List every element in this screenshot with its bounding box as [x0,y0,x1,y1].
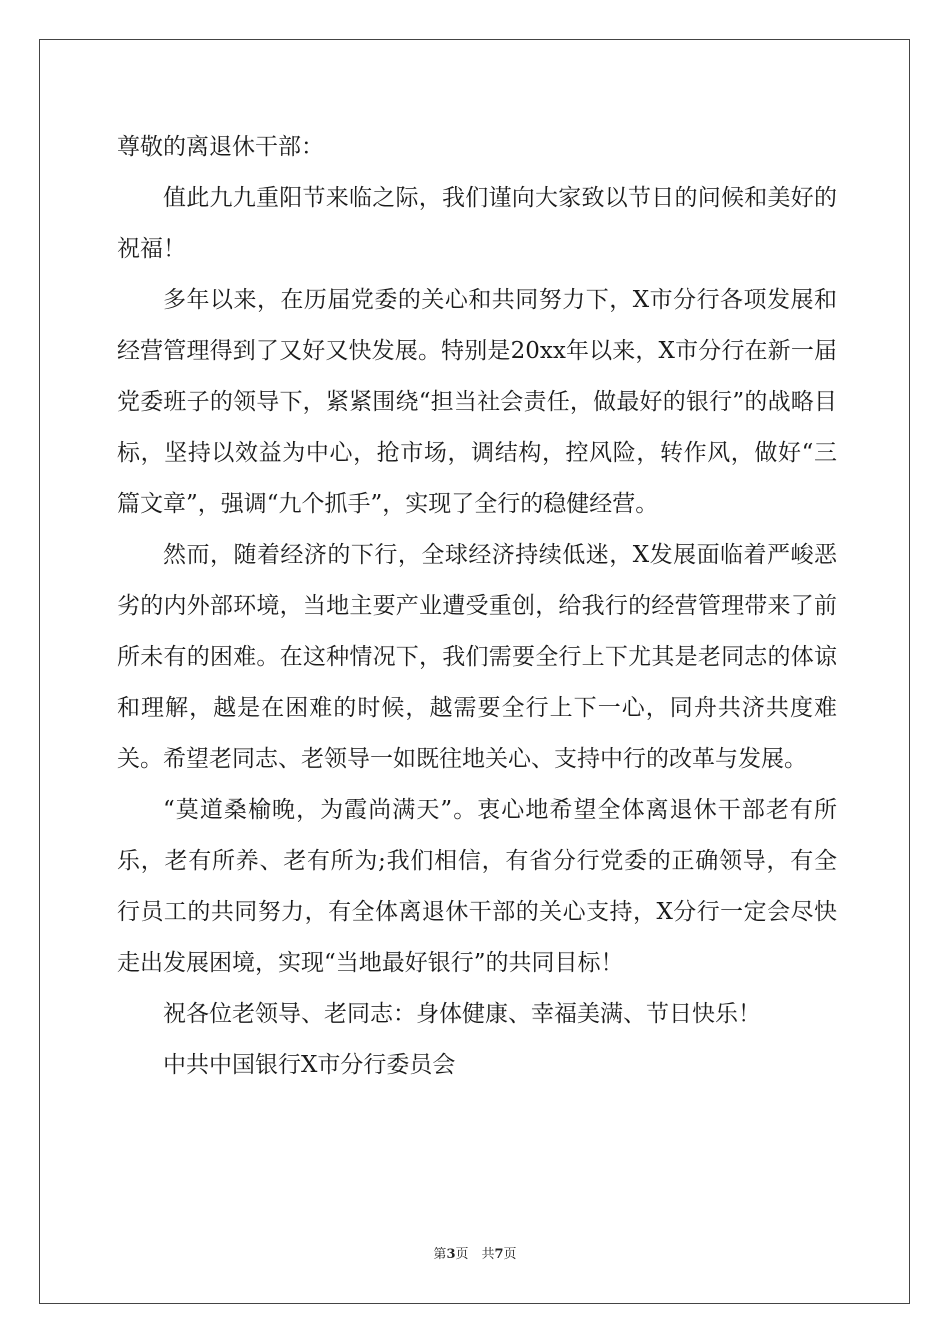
salutation: 尊敬的离退休干部： [117,134,324,160]
paragraph-achievements: 多年以来，在历届党委的关心和共同努力下，X市分行各项发展和经营管理得到了又好又快发展。特别是20xx年以来，X市分行在新一届党委班子的领导下，紧紧围绕“担当社会责任，做最好的银行”的战略目标，坚持以效益为中心，抢市场，调结构，控风险，转作风，做好“三篇文章”，强调“九个抓手”，实现了全行的稳健经营。 [117,287,837,517]
page-suffix: 页 [503,1247,517,1262]
page-current: 3 [446,1247,456,1262]
signature: 中共中国银行X市分行委员会 [163,1052,456,1078]
paragraph-challenges: 然而，随着经济的下行，全球经济持续低迷，X发展面临着严峻恶劣的内外部环境，当地主要产业遭受重创，给我行的经营管理带来了前所未有的困难。在这种情况下，我们需要全行上下尤其是老同志的体谅和理解，越是在困难的时候，越需要全行上下一心，同舟共济共度难关。希望老同志、老领导一如既往地关心、支持中行的改革与发展。 [117,542,837,772]
page-total: 7 [494,1247,504,1262]
page-mid: 页 共 [455,1247,495,1262]
page-number [0,1246,950,1264]
paragraph-greeting: 值此九九重阳节来临之际，我们谨向大家致以节日的问候和美好的祝福！ [117,185,837,262]
paragraph-hopes: “莫道桑榆晚，为霞尚满天”。衷心地希望全体离退休干部老有所乐，老有所养、老有所为;我们相信，有省分行党委的正确领导，有全行员工的共同努力，有全体离退休干部的关心支持，X分行一定会尽快走出发展困境，实现“当地最好银行”的共同目标！ [117,797,837,976]
page-prefix: 第 [433,1247,447,1262]
paragraph-wishes: 祝各位老领导、老同志：身体健康、幸福美满、节日快乐！ [163,1001,761,1027]
letter-body [117,122,837,1091]
